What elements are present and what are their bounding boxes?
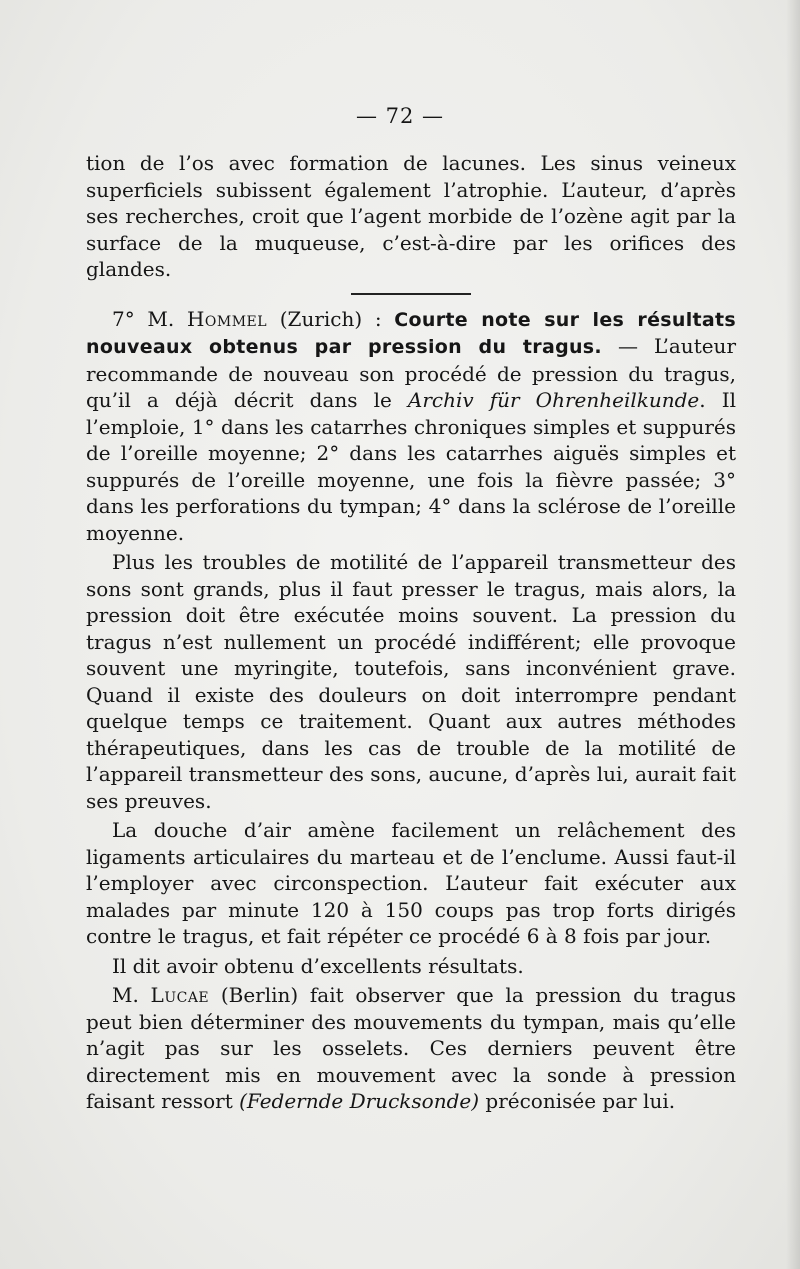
page-edge-shadow <box>786 0 800 1269</box>
item-prefix: 7° M. <box>112 306 187 331</box>
paragraph-text: . Il l’emploie, 1° dans les catarrhes chroniques simples et suppurés de l’oreille moyenne; 2° dans les catarrhes aiguës simples et suppurés de l’oreille moyenne, une fois la fièvre passée; 3° dans les perforations du tympan; 4° dans la sclérose de l’oreille moyenne. <box>86 388 736 545</box>
paragraph-motility: Plus les troubles de motilité de l’appareil transmetteur des sons sont grands, plus il faut presser le tragus, mais alors, la pression doit être exécutée moins souvent. La pression du tragus n’est nullement un procédé indifférent; elle provoque souvent une myringite, toutefois, sans inconvénient grave. Quand il existe des douleurs on doit interrompre pendant quelque temps ce traitement. Quant aux autres méthodes thérapeutiques, dans les cas de trouble de la motilité de l’appareil transmetteur des sons, aucune, d’après lui, aurait fait ses preuves. <box>86 550 736 813</box>
paragraph-lucae <box>86 982 736 1115</box>
paragraph-hommel <box>86 306 736 547</box>
paragraph-text: (Berlin) fait observer que la pression du tragus peut bien déterminer des mouvements du tympan, mais qu’elle n’agit pas sur les osselets. Ces derniers peuvent être directement mis en mouvement avec la sonde à pression faisant ressort <box>86 983 736 1113</box>
item-prefix: M. <box>112 983 151 1007</box>
body-text <box>86 150 736 1115</box>
author-name: Lucae <box>150 983 210 1007</box>
paragraph-air-douche: La douche d’air amène facilement un relâchement des ligaments articulaires du marteau et de l’enclume. Aussi faut-il l’employer avec circonspection. L’auteur fait exécuter aux malades par minute 120 à 150 coups pas trop forts dirigés contre le tragus, et fait répéter ce procédé 6 à 8 fois par jour. <box>86 818 736 948</box>
author-city: (Zurich) : <box>267 306 395 331</box>
article-title: Courte note sur les résultats nouveaux obtenus par pression du tragus. <box>86 308 737 358</box>
paragraph-continuation: tion de l’os avec formation de lacunes. Les sinus veineux superficiels subissent également l’atrophie. L’auteur, d’après ses recherches, croit que l’agent morbide de l’ozène agit par la surface de la muqueuse, c’est-à-dire par les orifices des glandes. <box>86 151 736 281</box>
paragraph-results: Il dit avoir obtenu d’excellents résultats. <box>112 953 524 978</box>
paragraph-text: — L’auteur recommande de nouveau son procédé de pression du tragus, qu’il a déjà décrit dans le <box>86 334 737 412</box>
instrument-name: (Federnde Drucksonde) <box>239 1089 480 1113</box>
section-divider <box>351 293 471 295</box>
paragraph-text: préconisée par lui. <box>479 1089 676 1113</box>
author-name: Hommel <box>186 306 268 331</box>
page-number: — 72 — <box>355 104 445 128</box>
journal-title: Archiv für Ohrenheilkunde <box>407 388 700 412</box>
